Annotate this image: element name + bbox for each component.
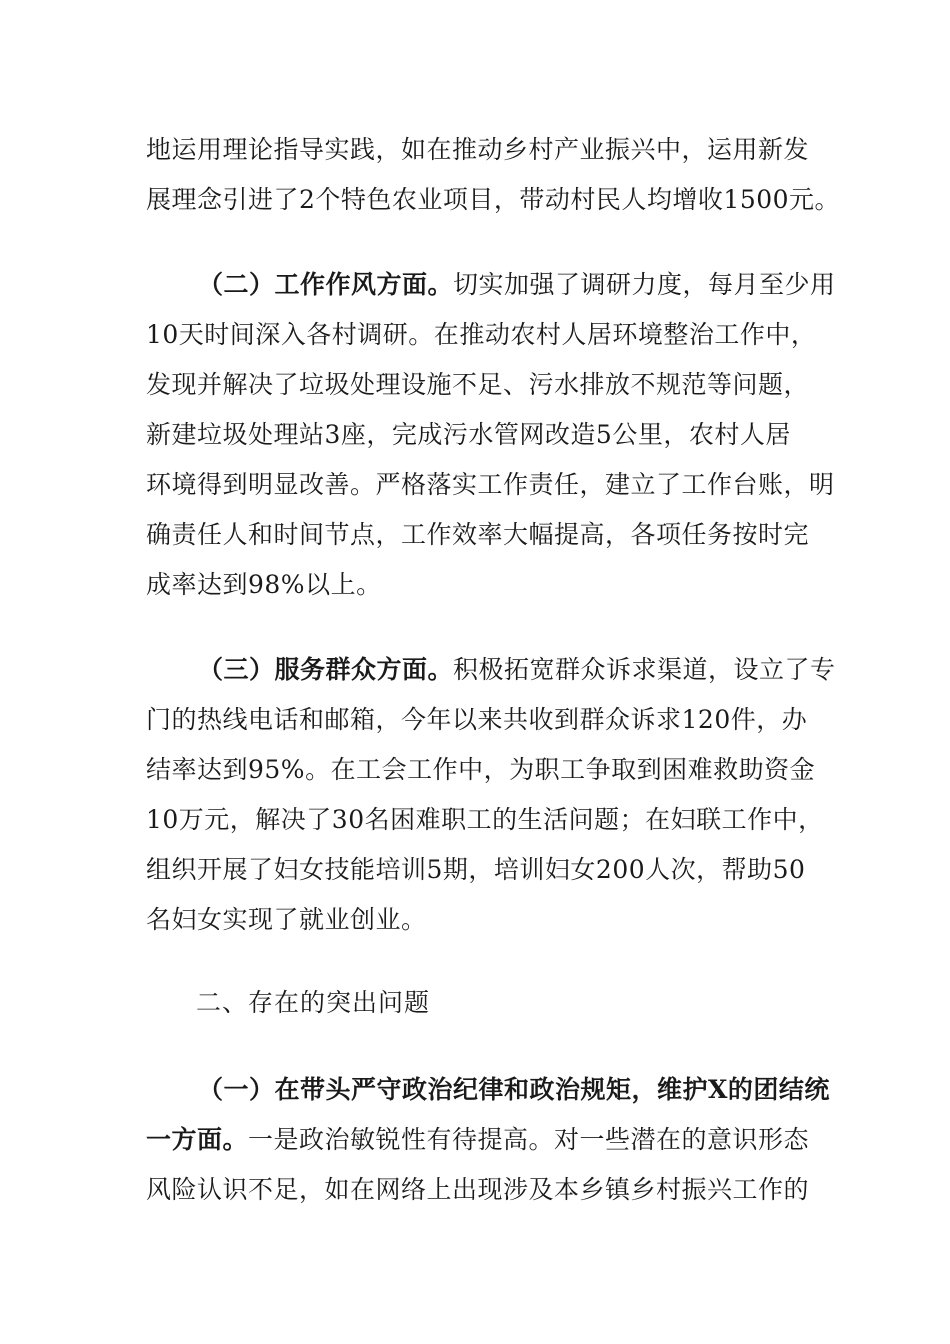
section-heading-line — [146, 1123, 826, 1157]
line-text: 组织开展了妇女技能培训5期，培训妇女200人次，帮助50 — [146, 855, 806, 884]
paragraph-line — [146, 518, 826, 552]
section-heading-bold: （三）服务群众方面。 — [198, 655, 454, 684]
paragraph-line — [146, 183, 841, 217]
line-text: 新建垃圾处理站3座，完成污水管网改造5公里，农村人居 — [146, 420, 791, 449]
line-text: 地运用理论指导实践，如在推动乡村产业振兴中，运用新发 — [146, 135, 810, 164]
section-heading-bold: 一方面。 — [146, 1125, 249, 1154]
chapter-heading-text: 二、存在的突出问题 — [196, 988, 431, 1017]
paragraph-line — [146, 368, 826, 402]
line-text: 风险认识不足，如在网络上出现涉及本乡镇乡村振兴工作的 — [146, 1175, 810, 1204]
paragraph-line — [146, 318, 826, 352]
paragraph-line — [146, 568, 826, 602]
paragraph-line — [146, 803, 826, 837]
paragraph-line — [146, 903, 826, 937]
line-text: 10天时间深入各村调研。在推动农村人居环境整治工作中， — [146, 320, 817, 349]
paragraph-line — [146, 418, 826, 452]
section-heading-line — [198, 268, 836, 302]
paragraph-line — [146, 468, 835, 502]
line-text: 一是政治敏锐性有待提高。对一些潜在的意识形态 — [248, 1125, 810, 1154]
section-heading-line — [198, 1073, 828, 1107]
line-text: 门的热线电话和邮箱，今年以来共收到群众诉求120件，办 — [146, 705, 808, 734]
line-text: 切实加强了调研力度，每月至少用 — [453, 270, 836, 299]
line-text: 确责任人和时间节点，工作效率大幅提高，各项任务按时完 — [146, 520, 810, 549]
section-heading-bold: （二）工作作风方面。 — [198, 270, 454, 299]
line-text: 名妇女实现了就业创业。 — [146, 905, 427, 934]
paragraph-line — [146, 133, 826, 167]
line-text: 积极拓宽群众诉求渠道，设立了专 — [453, 655, 836, 684]
section-heading-bold: （一）在带头严守政治纪律和政治规矩，维护X的团结统 — [198, 1075, 830, 1104]
chapter-heading — [196, 986, 876, 1020]
line-text: 展理念引进了2个特色农业项目，带动村民人均增收1500元。 — [146, 185, 841, 214]
line-text: 10万元，解决了30名困难职工的生活问题；在妇联工作中， — [146, 805, 824, 834]
paragraph-line — [146, 753, 826, 787]
paragraph-line — [146, 703, 826, 737]
line-text: 发现并解决了垃圾处理设施不足、污水排放不规范等问题， — [146, 370, 810, 399]
paragraph-line — [146, 1173, 826, 1207]
paragraph-line — [146, 853, 826, 887]
section-heading-line — [198, 653, 836, 687]
line-text: 成率达到98%以上。 — [146, 570, 382, 599]
line-text: 结率达到95%。在工会工作中，为职工争取到困难救助资金 — [146, 755, 816, 784]
line-text: 环境得到明显改善。严格落实工作责任，建立了工作台账，明 — [146, 470, 835, 499]
